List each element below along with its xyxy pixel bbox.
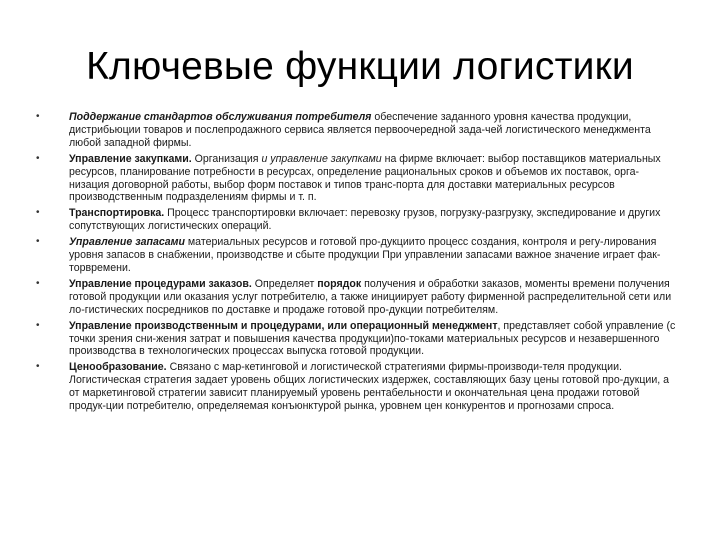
item-text: на фирме включает: выбор поставщиков материальных ресурсов, планирование потребности в ресурсах, определение рациональных сроков и объемов их поставок, орга-низация договорной работы, выбор форм поставок и типов транс-порта для доставки материальных ресурсов производственным подразделениям фирмы и т. п. bbox=[69, 152, 661, 204]
item-text: , представляет собой управление (с точки зрения сни-жения затрат и повышения качества продукции)по-токами материальных ресурсов и незавершенного производства в технологических процессах выпуска готовой продукции. bbox=[69, 319, 676, 358]
item-text: обеспечение заданного уровня качества продукции, дистрибьюции товаров и послепродажного сервиса является первоочередной зада-чей логистического менеджмента любой западной фирмы. bbox=[69, 111, 651, 149]
bullet-icon: • bbox=[36, 236, 40, 248]
item-heading: Транспортировка. bbox=[69, 207, 165, 220]
item-emphasis: и управление закупками bbox=[261, 152, 382, 165]
item-text: Процесс транспортировки включает: перевозку грузов, погрузку-разгрузку, экспедирование и других сопутствующих логистических операций. bbox=[69, 207, 661, 233]
list-item-transport bbox=[36, 207, 676, 233]
list-item-purchasing bbox=[36, 153, 676, 205]
item-heading: Управление производственным и процедурами, или операционный менеджмент bbox=[69, 319, 498, 332]
item-heading: Поддержание стандартов обслуживания потребителя bbox=[69, 111, 372, 123]
item-text: Связано с мар-кетинговой и логистической стратегиями фирмы-производи-теля продукции. Логистическая стратегия задает уровень общих логистических издержек, составляющих базу цены готовой про-дукции, а от маркетинговой стратегии зависит планируемый уровень рентабельности и окончательная цена продажи готовой продук-ции потребителю, определяемая конъюнктурой рынка, уровнем цен конкурентов и прогнозами спроса. bbox=[69, 361, 670, 413]
list-item-pricing bbox=[36, 361, 676, 413]
item-heading: Управление запасами bbox=[69, 236, 185, 249]
item-emphasis: порядок bbox=[317, 277, 362, 290]
bullet-icon: • bbox=[36, 207, 40, 219]
item-text: Организация bbox=[191, 152, 262, 165]
item-text: получения и обработки заказов, моменты времени получения готовой продукции или оказания услуг потребителю, а также инициирует работу фирменной распределительной сети или ло-гистических посредников по доставке и продаже готовой про-дукции потребителям. bbox=[69, 277, 672, 316]
list-item-operations bbox=[36, 320, 676, 359]
slide-title: Ключевые функции логистики bbox=[86, 45, 634, 88]
item-heading: Управление процедурами заказов. bbox=[69, 277, 252, 290]
bullet-icon: • bbox=[36, 319, 40, 331]
bullet-icon: • bbox=[36, 111, 40, 122]
list-item-standards bbox=[36, 111, 676, 150]
bullet-icon: • bbox=[36, 152, 40, 164]
item-text: Определяет bbox=[251, 277, 318, 290]
bullet-icon: • bbox=[36, 361, 40, 373]
item-heading: Управление закупками. bbox=[69, 152, 192, 165]
bullet-icon: • bbox=[36, 277, 40, 289]
functions-list bbox=[36, 111, 676, 416]
item-text: материальных ресурсов и готовой про-дукциито процесс создания, контроля и регу-лирования уровня запасов в снабжении, производстве и сбыте продукции При управлении запасами важное значение играет фак-торвремени. bbox=[69, 236, 661, 274]
item-heading: Ценообразование. bbox=[69, 361, 167, 374]
list-item-orders bbox=[36, 278, 676, 317]
list-item-inventory bbox=[36, 236, 676, 275]
